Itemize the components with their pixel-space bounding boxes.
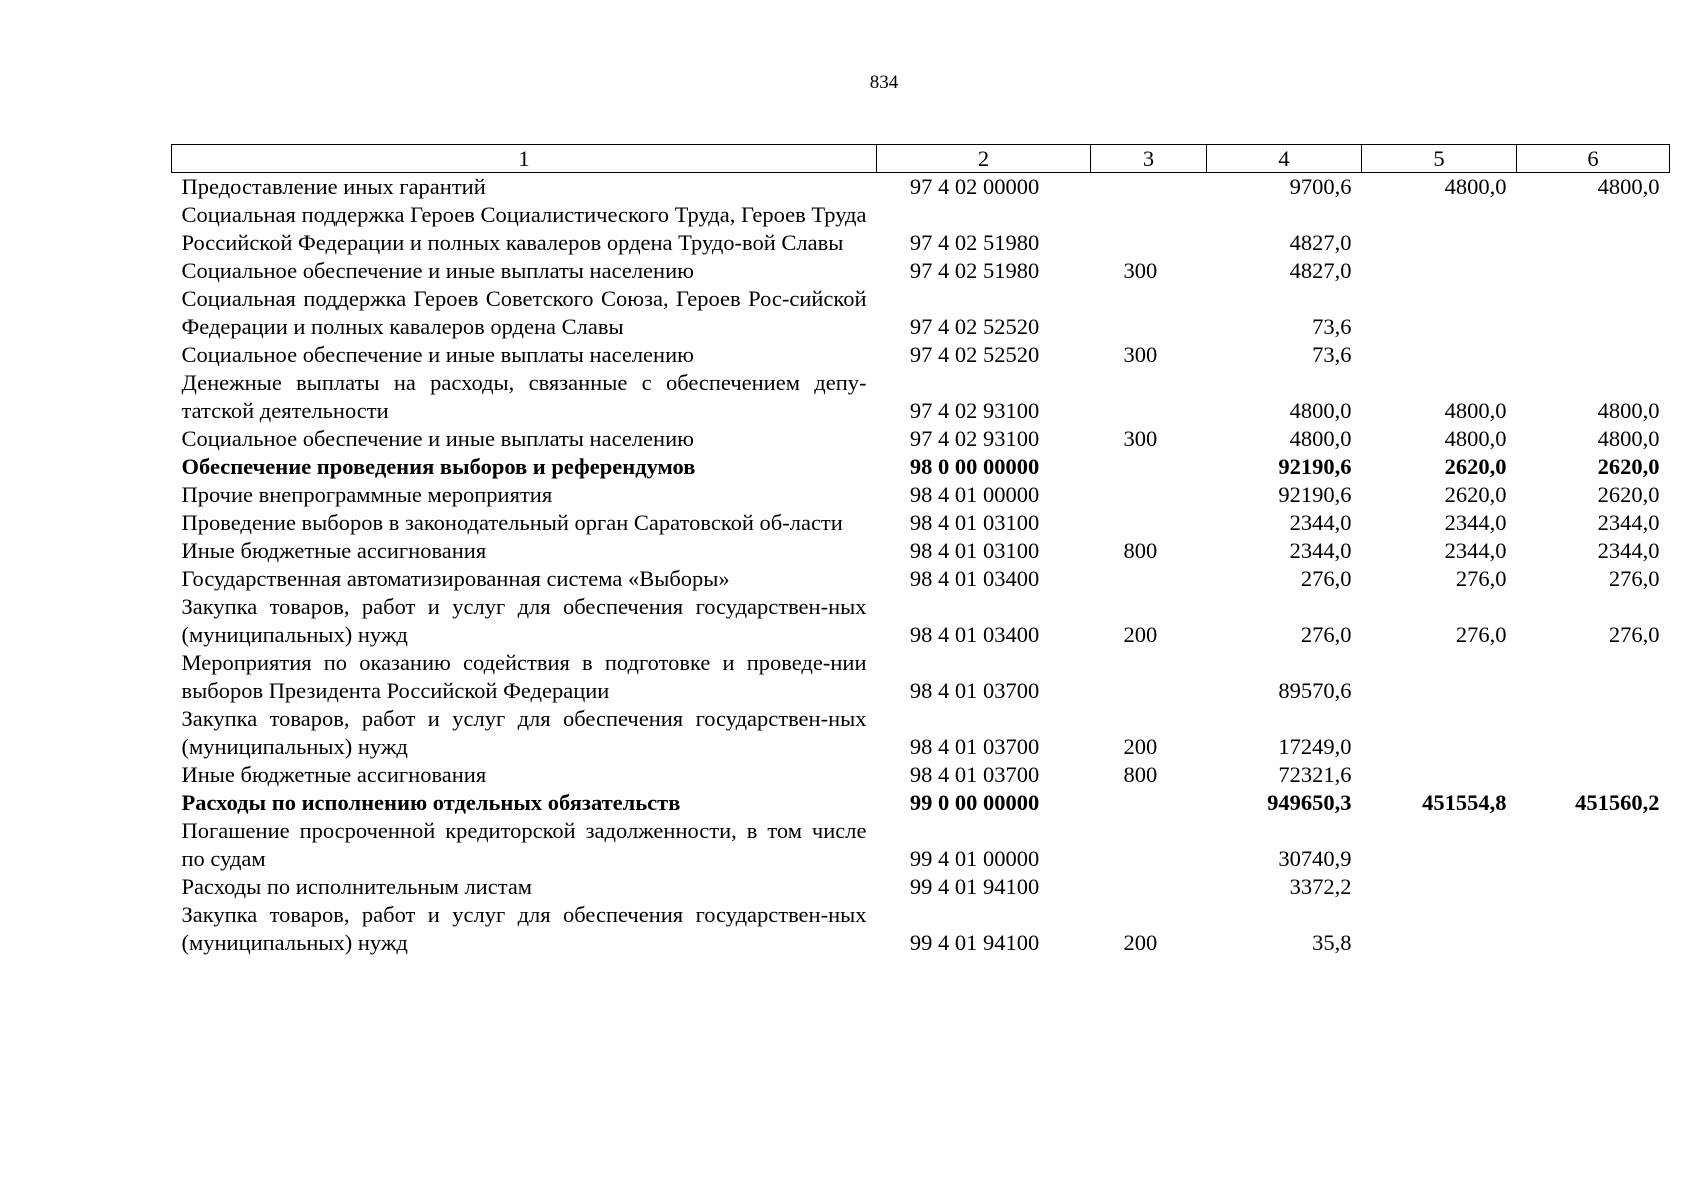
row-value-col6 [1517, 817, 1670, 873]
table-row [172, 649, 1670, 705]
row-value-col5: 451554,8 [1422, 790, 1507, 815]
row-value-col6 [1517, 649, 1670, 705]
row-expense-type [1091, 789, 1207, 817]
row-code: 99 4 01 94100 [909, 930, 1040, 955]
row-name: Социальное обеспечение и иные выплаты населению [181, 258, 694, 283]
row-value-col6 [1517, 285, 1670, 341]
row-name: Социальное обеспечение и иные выплаты населению [181, 342, 694, 367]
row-value-col6 [1517, 705, 1670, 761]
row-value-col4: 17249,0 [1278, 734, 1352, 759]
row-value-col5: 2344,0 [1444, 510, 1507, 535]
row-value-col6: 4800,0 [1597, 398, 1660, 423]
row-code: 97 4 02 00000 [909, 174, 1040, 199]
row-value-col4: 35,8 [1312, 930, 1352, 955]
row-value-col5 [1362, 817, 1517, 873]
row-value-col4: 4800,0 [1289, 426, 1352, 451]
row-value-col5 [1362, 901, 1517, 957]
row-value-col6: 451560,2 [1575, 790, 1660, 815]
table-row [172, 341, 1670, 369]
row-expense-type [1091, 509, 1207, 537]
table-row [172, 873, 1670, 901]
row-value-col4: 73,6 [1312, 314, 1352, 339]
row-value-col4: 4827,0 [1289, 230, 1352, 255]
row-expense-type: 800 [1123, 762, 1158, 787]
row-expense-type: 200 [1123, 930, 1158, 955]
table-row [172, 453, 1670, 481]
row-code: 98 4 01 03100 [909, 510, 1040, 535]
table-row [172, 537, 1670, 565]
row-value-col4: 73,6 [1312, 342, 1352, 367]
row-value-col6 [1517, 761, 1670, 789]
row-value-col5: 2620,0 [1444, 482, 1507, 507]
row-code: 97 4 02 93100 [909, 426, 1040, 451]
table-row [172, 173, 1670, 202]
row-name: Социальная поддержка Героев Социалистического Труда, Героев Труда Российской Федерации и полных кавалеров ордена Трудо-вой Славы [181, 202, 867, 255]
row-value-col5: 4800,0 [1444, 398, 1507, 423]
row-name: Социальное обеспечение и иные выплаты населению [181, 426, 694, 451]
row-name: Мероприятия по оказанию содействия в подготовке и проведе-нии выборов Президента Российской Федерации [181, 650, 867, 703]
row-name: Обеспечение проведения выборов и референдумов [181, 454, 696, 479]
row-name: Прочие внепрограммные мероприятия [181, 482, 553, 507]
row-value-col5 [1362, 285, 1517, 341]
row-code: 98 4 01 00000 [909, 482, 1040, 507]
row-value-col5 [1362, 873, 1517, 901]
row-name: Денежные выплаты на расходы, связанные с обеспечением депу-татской деятельности [181, 370, 867, 423]
row-value-col4: 4827,0 [1289, 258, 1352, 283]
table-row [172, 817, 1670, 873]
row-value-col6 [1517, 873, 1670, 901]
row-expense-type [1091, 481, 1207, 509]
row-value-col5 [1362, 705, 1517, 761]
row-expense-type [1091, 649, 1207, 705]
row-expense-type: 800 [1123, 538, 1158, 563]
table-row [172, 593, 1670, 649]
table-row [172, 257, 1670, 285]
row-expense-type [1091, 873, 1207, 901]
row-code: 98 4 01 03700 [909, 734, 1040, 759]
row-value-col5: 4800,0 [1444, 174, 1507, 199]
row-name: Закупка товаров, работ и услуг для обеспечения государствен-ных (муниципальных) нужд [181, 706, 867, 759]
row-expense-type [1091, 201, 1207, 257]
row-expense-type: 200 [1123, 734, 1158, 759]
row-expense-type: 300 [1123, 342, 1158, 367]
row-code: 99 4 01 00000 [909, 846, 1040, 871]
row-value-col6: 2344,0 [1597, 538, 1660, 563]
row-code: 97 4 02 52520 [909, 342, 1040, 367]
row-value-col5 [1362, 257, 1517, 285]
row-name: Иные бюджетные ассигнования [181, 762, 487, 787]
row-value-col5 [1362, 201, 1517, 257]
row-value-col5: 2620,0 [1444, 454, 1507, 479]
row-name: Закупка товаров, работ и услуг для обеспечения государствен-ных (муниципальных) нужд [181, 594, 867, 647]
table-row [172, 789, 1670, 817]
row-code: 97 4 02 51980 [909, 230, 1040, 255]
row-value-col6: 276,0 [1608, 566, 1660, 591]
row-code: 99 0 00 00000 [909, 790, 1040, 815]
column-header: 5 [1362, 145, 1517, 173]
row-code: 99 4 01 94100 [909, 874, 1040, 899]
row-value-col4: 92190,6 [1278, 482, 1352, 507]
row-code: 98 4 01 03700 [909, 678, 1040, 703]
table-row [172, 565, 1670, 593]
row-value-col4: 949650,3 [1267, 790, 1352, 815]
row-value-col6 [1517, 201, 1670, 257]
table-row [172, 761, 1670, 789]
row-value-col5 [1362, 341, 1517, 369]
row-code: 98 4 01 03400 [909, 566, 1040, 591]
row-name: Расходы по исполнительным листам [181, 874, 533, 899]
row-value-col6: 2620,0 [1597, 482, 1660, 507]
table-row [172, 201, 1670, 257]
table-row [172, 285, 1670, 341]
row-value-col6: 4800,0 [1597, 174, 1660, 199]
row-value-col6: 276,0 [1608, 622, 1660, 647]
row-expense-type [1091, 369, 1207, 425]
row-value-col5: 2344,0 [1444, 538, 1507, 563]
table-row [172, 509, 1670, 537]
row-value-col4: 2344,0 [1289, 538, 1352, 563]
row-name: Закупка товаров, работ и услуг для обеспечения государствен-ных (муниципальных) нужд [181, 902, 867, 955]
table-row [172, 901, 1670, 957]
row-value-col5 [1362, 649, 1517, 705]
row-expense-type [1091, 453, 1207, 481]
row-value-col4: 92190,6 [1278, 454, 1352, 479]
table-row [172, 425, 1670, 453]
row-code: 97 4 02 52520 [909, 314, 1040, 339]
row-value-col4: 2344,0 [1289, 510, 1352, 535]
row-value-col6 [1517, 341, 1670, 369]
row-expense-type [1091, 565, 1207, 593]
row-name: Государственная автоматизированная система «Выборы» [181, 566, 730, 591]
row-expense-type [1091, 285, 1207, 341]
column-header: 1 [172, 145, 877, 173]
row-value-col5 [1362, 761, 1517, 789]
row-value-col5: 276,0 [1455, 622, 1507, 647]
row-value-col4: 4800,0 [1289, 398, 1352, 423]
row-name: Социальная поддержка Героев Советского Союза, Героев Рос-сийской Федерации и полных кавалеров ордена Славы [181, 286, 867, 339]
row-value-col4: 72321,6 [1278, 762, 1352, 787]
row-name: Проведение выборов в законодательный орган Саратовской об-ласти [181, 510, 843, 535]
row-code: 97 4 02 93100 [909, 398, 1040, 423]
row-value-col6: 2344,0 [1597, 510, 1660, 535]
column-header: 4 [1207, 145, 1362, 173]
row-value-col5: 276,0 [1455, 566, 1507, 591]
row-code: 98 4 01 03100 [909, 538, 1040, 563]
row-code: 98 4 01 03700 [909, 762, 1040, 787]
row-name: Иные бюджетные ассигнования [181, 538, 487, 563]
row-name: Расходы по исполнению отдельных обязательств [181, 790, 681, 815]
row-code: 98 0 00 00000 [909, 454, 1040, 479]
row-value-col5: 4800,0 [1444, 426, 1507, 451]
row-expense-type [1091, 817, 1207, 873]
row-expense-type [1091, 173, 1207, 202]
column-header: 2 [877, 145, 1091, 173]
column-header: 6 [1517, 145, 1670, 173]
row-code: 97 4 02 51980 [909, 258, 1040, 283]
header-row [172, 145, 1670, 173]
table-body [172, 173, 1670, 958]
row-value-col4: 9700,6 [1289, 174, 1352, 199]
row-value-col4: 276,0 [1300, 566, 1352, 591]
table-row [172, 369, 1670, 425]
table-row [172, 481, 1670, 509]
row-value-col4: 30740,9 [1278, 846, 1352, 871]
row-expense-type: 300 [1123, 258, 1158, 283]
page-number: 834 [869, 72, 899, 93]
row-value-col6 [1517, 901, 1670, 957]
table-header [172, 145, 1670, 173]
budget-table [171, 144, 1670, 957]
row-value-col4: 89570,6 [1278, 678, 1352, 703]
table-row [172, 705, 1670, 761]
row-value-col4: 3372,2 [1289, 874, 1352, 899]
row-name: Предоставление иных гарантий [181, 174, 486, 199]
row-value-col6: 2620,0 [1597, 454, 1660, 479]
row-name: Погашение просроченной кредиторской задолженности, в том числе по судам [181, 818, 867, 871]
row-expense-type: 300 [1123, 426, 1158, 451]
column-header: 3 [1091, 145, 1207, 173]
row-expense-type: 200 [1123, 622, 1158, 647]
row-value-col6 [1517, 257, 1670, 285]
row-value-col4: 276,0 [1300, 622, 1352, 647]
row-code: 98 4 01 03400 [909, 622, 1040, 647]
row-value-col6: 4800,0 [1597, 426, 1660, 451]
